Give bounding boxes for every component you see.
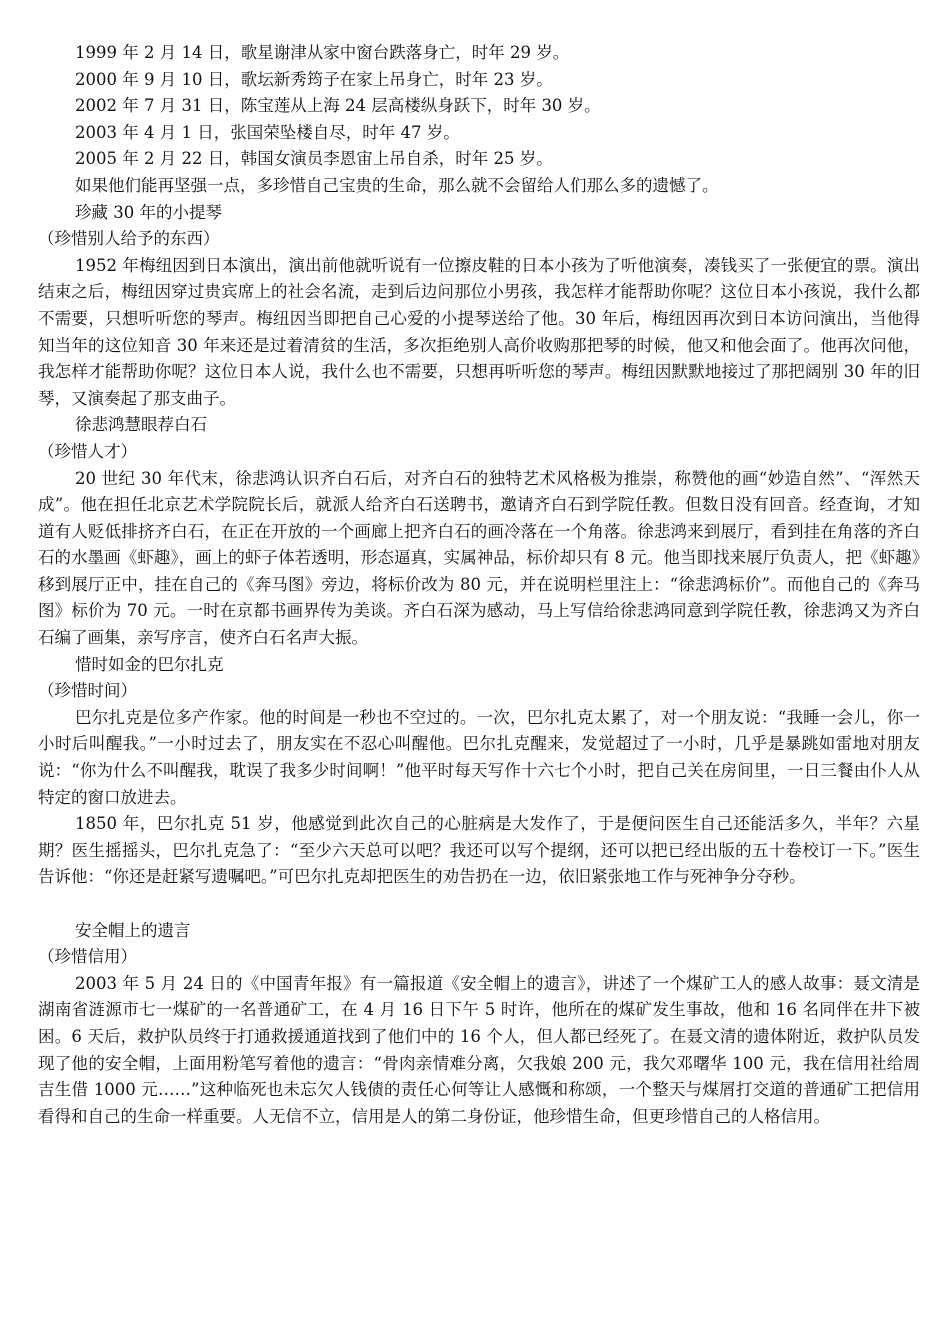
section-tag-xu-beihong: （珍惜人才） [38, 441, 137, 461]
section-paragraph-violin: 1952 年梅纽因到日本演出，演出前他就听说有一位擦皮鞋的日本小孩为了听他演奏，凑钱买了一张便宜的票。演出结束之后，梅纽因穿过贵宾席上的社会名流，走到后边问那位小男孩，我怎样才能帮助你呢？这位日本小孩说，我什么都不需要，只想听听您的琴声。梅纽因当即把自己心爱的小提琴送给了他。30 年后，梅纽因再次到日本访问演出，当他得知当年的这位知音 30 年来还是过着清贫的生活，多次拒绝别人高价收购那把琴的时候，他又和他会面了。他再次问他，我怎样才能帮助你呢？这位日本人说，我什么也不需要，只想再听听您的琴声。梅纽因默默地接过了那把阔别 30 年的旧琴，又演奏起了那支曲子。 [38, 255, 920, 408]
death-record-1: 1999 年 2 月 14 日，歌星谢津从家中窗台跌落身亡，时年 29 岁。 [75, 43, 570, 62]
blank-line [38, 891, 920, 918]
section-paragraph-balzac-1: 巴尔扎克是位多产作家。他的时间是一秒也不空过的。一次，巴尔扎克太累了，对一个朋友说：“我睡一会儿，你一小时后叫醒我。”一小时过去了，朋友实在不忍心叫醒他。巴尔扎克醒来，发觉超过了一小时，几乎是暴跳如雷地对朋友说：“你为什么不叫醒我，耽误了我多少时间啊！”他平时每天写作十六七个小时，把自己关在房间里，一日三餐由仆人从特定的窗口放进去。 [38, 707, 920, 807]
section-paragraph-helmet: 2003 年 5 月 24 日的《中国青年报》有一篇报道《安全帽上的遗言》，讲述了一个煤矿工人的感人故事：聂文清是湖南省涟源市七一煤矿的一名普通矿工，在 4 月 16 日下午 5 时许，他所在的煤矿发生事故，他和 16 名同伴在井下被困。6 天后，救护队员终于打通救援通道找到了他们中的 16 个人，但人都已经死了。在聂文清的遗体附近，救护队员发现了他的安全帽，上面用粉笔写着他的遗言：“骨肉亲情难分离，欠我娘 200 元，我欠邓曙华 100 元，我在信用社给周吉生借 1000 元……”这种临死也未忘欠人钱债的责任心何等让人感慨和称颂，一个整天与煤屑打交道的普通矿工把信用看得和自己的生命一样重要。人无信不立，信用是人的第二身份证，他珍惜生命，但更珍惜自己的人格信用。 [38, 973, 920, 1126]
section-tag-helmet: （珍惜信用） [38, 947, 137, 967]
section-title-xu-beihong: 徐悲鸿慧眼荐白石 [75, 415, 207, 435]
death-record-3: 2002 年 7 月 31 日，陈宝莲从上海 24 层高楼纵身跃下，时年 30 岁。 [75, 96, 601, 116]
document-page [38, 40, 920, 1130]
conclusion-text: 如果他们能再坚强一点，多珍惜自己宝贵的生命，那么就不会留给人们那么多的遗憾了。 [75, 175, 719, 195]
section-paragraph-balzac-2: 1850 年，巴尔扎克 51 岁，他感觉到此次自己的心脏病是大发作了，于是便问医生自己还能活多久，半年？六星期？医生摇摇头，巴尔扎克急了：“至少六天总可以吧？我还可以写个提纲，还可以把已经出版的五十卷校订一下。”医生告诉他：“你还是赶紧写遗嘱吧。”可巴尔扎克却把医生的劝告扔在一边，依旧紧张地工作与死神争分夺秒。 [38, 814, 920, 887]
death-record-5: 2005 年 2 月 22 日，韩国女演员李恩宙上吊自杀，时年 25 岁。 [75, 149, 553, 169]
section-title-helmet: 安全帽上的遗言 [75, 920, 191, 940]
section-tag-balzac: （珍惜时间） [38, 681, 137, 701]
death-record-2: 2000 年 9 月 10 日，歌坛新秀筠子在家上吊身亡，时年 23 岁。 [75, 69, 553, 89]
section-tag-violin: （珍惜别人给予的东西） [38, 229, 220, 249]
section-title-violin: 珍藏 30 年的小提琴 [75, 202, 222, 222]
section-title-balzac: 惜时如金的巴尔扎克 [75, 654, 224, 674]
death-record-4: 2003 年 4 月 1 日，张国荣坠楼自尽，时年 47 岁。 [75, 122, 460, 142]
section-paragraph-xu-beihong: 20 世纪 30 年代末，徐悲鸿认识齐白石后，对齐白石的独特艺术风格极为推崇，称赞他的画“妙造自然”、“浑然天成”。他在担任北京艺术学院院长后，就派人给齐白石送聘书，邀请齐白石到学院任教。但数日没有回音。经查询，才知道有人贬低排挤齐白石，在正在开放的一个画廊上把齐白石的画冷落在一个角落。徐悲鸿来到展厅，看到挂在角落的齐白石的水墨画《虾趣》，画上的虾子体若透明，形态逼真，实属神品，标价却只有 8 元。他当即找来展厅负责人，把《虾趣》移到展厅正中，挂在自己的《奔马图》旁边，将标价改为 80 元，并在说明栏里注上：“徐悲鸿标价”。而他自己的《奔马图》标价为 70 元。一时在京都书画界传为美谈。齐白石深为感动，马上写信给徐悲鸿同意到学院任教，徐悲鸿又为齐白石编了画集，亲写序言，使齐白石名声大振。 [38, 468, 920, 648]
